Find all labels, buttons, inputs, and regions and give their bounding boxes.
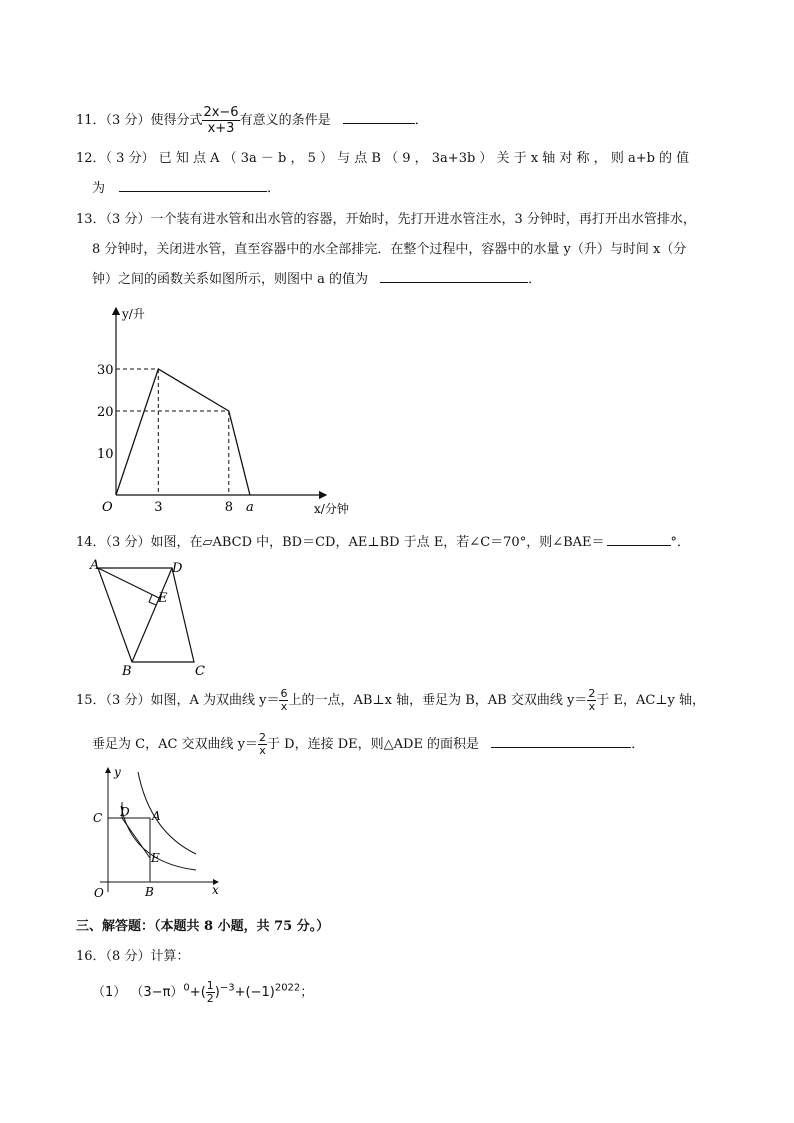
q12-prefix: 为 xyxy=(92,181,106,196)
q16-exp1: 0 xyxy=(183,982,190,994)
q14-text: 14．（3 分）如图，在▱ABCD 中，BD＝CD，AE⊥BD 于点 E，若∠C＝70°，则∠BAE＝ xyxy=(76,535,605,550)
q16-end: ； xyxy=(300,985,314,1000)
label-c: C xyxy=(93,811,103,825)
frac-num: 2 xyxy=(259,731,267,744)
question-13-line2: 8 分钟时，关闭进水管，直至容器中的水全部排完．在整个过程中，容器中的水量 y（升）与时间 x（分 xyxy=(92,242,687,257)
question-15-line1 xyxy=(76,688,705,713)
q15-text-d: 垂足为 C，AC 交双曲线 y＝ xyxy=(92,737,259,752)
q16-half xyxy=(206,980,215,1005)
q11-suffix: 有意义的条件是 xyxy=(239,113,331,128)
question-12-line1: 12．（ 3 分） 已 知 点 A （ 3a － b ， 5 ） 与 点 B （ 9 ， 3a+3b ） 关 于 x 轴 对 称 ， 则 a+b 的 值 xyxy=(76,151,690,166)
question-13-line1: 13．（3 分）一个装有进水管和出水管的容器，开始时，先打开进水管注水，3 分钟时，再打开出水管排水， xyxy=(76,212,696,227)
y-tick-label: 30 xyxy=(97,363,114,378)
q15-fraction-2x-b xyxy=(258,732,267,757)
q15-end: ． xyxy=(631,737,645,752)
q12-answer-blank[interactable] xyxy=(119,179,267,192)
label-d: D xyxy=(172,561,183,576)
question-15-line2 xyxy=(92,732,644,757)
label-b: B xyxy=(145,885,154,899)
q16-exp3: 2022 xyxy=(274,982,301,994)
q14-end: °． xyxy=(670,535,691,550)
label-b: B xyxy=(122,664,132,679)
question-16-part1: （1） $(3-\pi)^0+$( $\frac{1}{2}$ )$^{-3}+(-1)^{2022}$； xyxy=(92,979,314,1005)
parallelogram-abcd xyxy=(98,568,194,662)
q15-text-a: 15．（3 分）如图，A 为双曲线 y＝ xyxy=(76,693,280,708)
y-axis-label: y/升 xyxy=(122,307,145,321)
parallelogram-figure xyxy=(84,556,224,681)
q11-numerator: 2x−6 xyxy=(203,105,239,120)
q13-answer-blank[interactable] xyxy=(380,270,528,283)
q16-term3: (−1) xyxy=(245,985,275,1000)
question-11 xyxy=(76,105,428,136)
series-line xyxy=(116,369,250,495)
label-a: A xyxy=(152,809,161,823)
q12-end: ． xyxy=(267,181,281,196)
q16-plus1: + xyxy=(189,985,201,1000)
section-3-heading: 三、解答题：（本题共 8 小题，共 75 分。） xyxy=(76,919,330,934)
y-tick-label: 20 xyxy=(97,405,114,420)
x-tick-label: 3 xyxy=(154,500,163,515)
q16-plus2: + xyxy=(234,985,246,1000)
segment-de xyxy=(122,818,150,858)
q15-answer-blank[interactable] xyxy=(491,735,631,748)
hyperbola-figure xyxy=(88,762,228,900)
q11-fraction xyxy=(202,105,239,136)
origin-label: O xyxy=(102,500,113,515)
q15-fraction-2x xyxy=(587,688,596,713)
frac-den: 2 xyxy=(206,992,214,1005)
diagonal-bd xyxy=(132,568,172,662)
q11-denominator: x+3 xyxy=(207,121,235,136)
question-13-line3 xyxy=(92,268,541,287)
q11-answer-blank[interactable] xyxy=(343,111,415,124)
label-y: y xyxy=(114,765,121,779)
frac-num: 2 xyxy=(588,687,596,700)
label-e: E xyxy=(151,851,160,865)
curve-y-6-over-x xyxy=(138,772,196,854)
question-12-line2 xyxy=(92,177,280,196)
x-tick-label: 8 xyxy=(224,500,234,515)
q11-prefix: 11．（3 分）使得分式 xyxy=(76,113,203,128)
q16-term1: （3−π） xyxy=(130,985,184,1000)
frac-num: 1 xyxy=(206,979,214,992)
x-tick-label: a xyxy=(245,500,254,515)
q11-end: ． xyxy=(414,113,428,128)
q15-text-b: 上的一点，AB⊥x 轴，垂足为 B，AB 交双曲线 y＝ xyxy=(288,693,588,708)
label-d: D xyxy=(120,805,130,819)
question-14 xyxy=(76,531,690,550)
label-x: x xyxy=(212,883,219,897)
label-c: C xyxy=(195,664,205,679)
q14-answer-blank[interactable] xyxy=(607,533,671,546)
q13-end: ． xyxy=(528,272,542,287)
q15-text-e: 于 D，连接 DE，则△ADE 的面积是 xyxy=(267,737,480,752)
frac-den: x xyxy=(259,744,266,757)
y-tick-label: 10 xyxy=(97,447,114,462)
q16-part-label: （1） xyxy=(92,985,127,1000)
label-a: A xyxy=(90,558,100,573)
chart-marks xyxy=(116,369,250,495)
label-e: E xyxy=(158,591,168,606)
label-o: O xyxy=(94,886,104,900)
q13-prefix: 钟）之间的函数关系如图所示，则图中 a 的值为 xyxy=(92,272,369,287)
q16-exp2: −3 xyxy=(219,982,235,994)
frac-den: x xyxy=(280,700,288,713)
x-axis-label: x/分钟 xyxy=(314,502,349,516)
frac-num: 6 xyxy=(280,687,288,700)
q15-text-c: 于 E，AC⊥y 轴， xyxy=(596,693,705,708)
frac-den: x xyxy=(588,700,596,713)
water-volume-chart xyxy=(90,300,360,520)
question-16-title: 16．（8 分）计算： xyxy=(76,949,190,964)
